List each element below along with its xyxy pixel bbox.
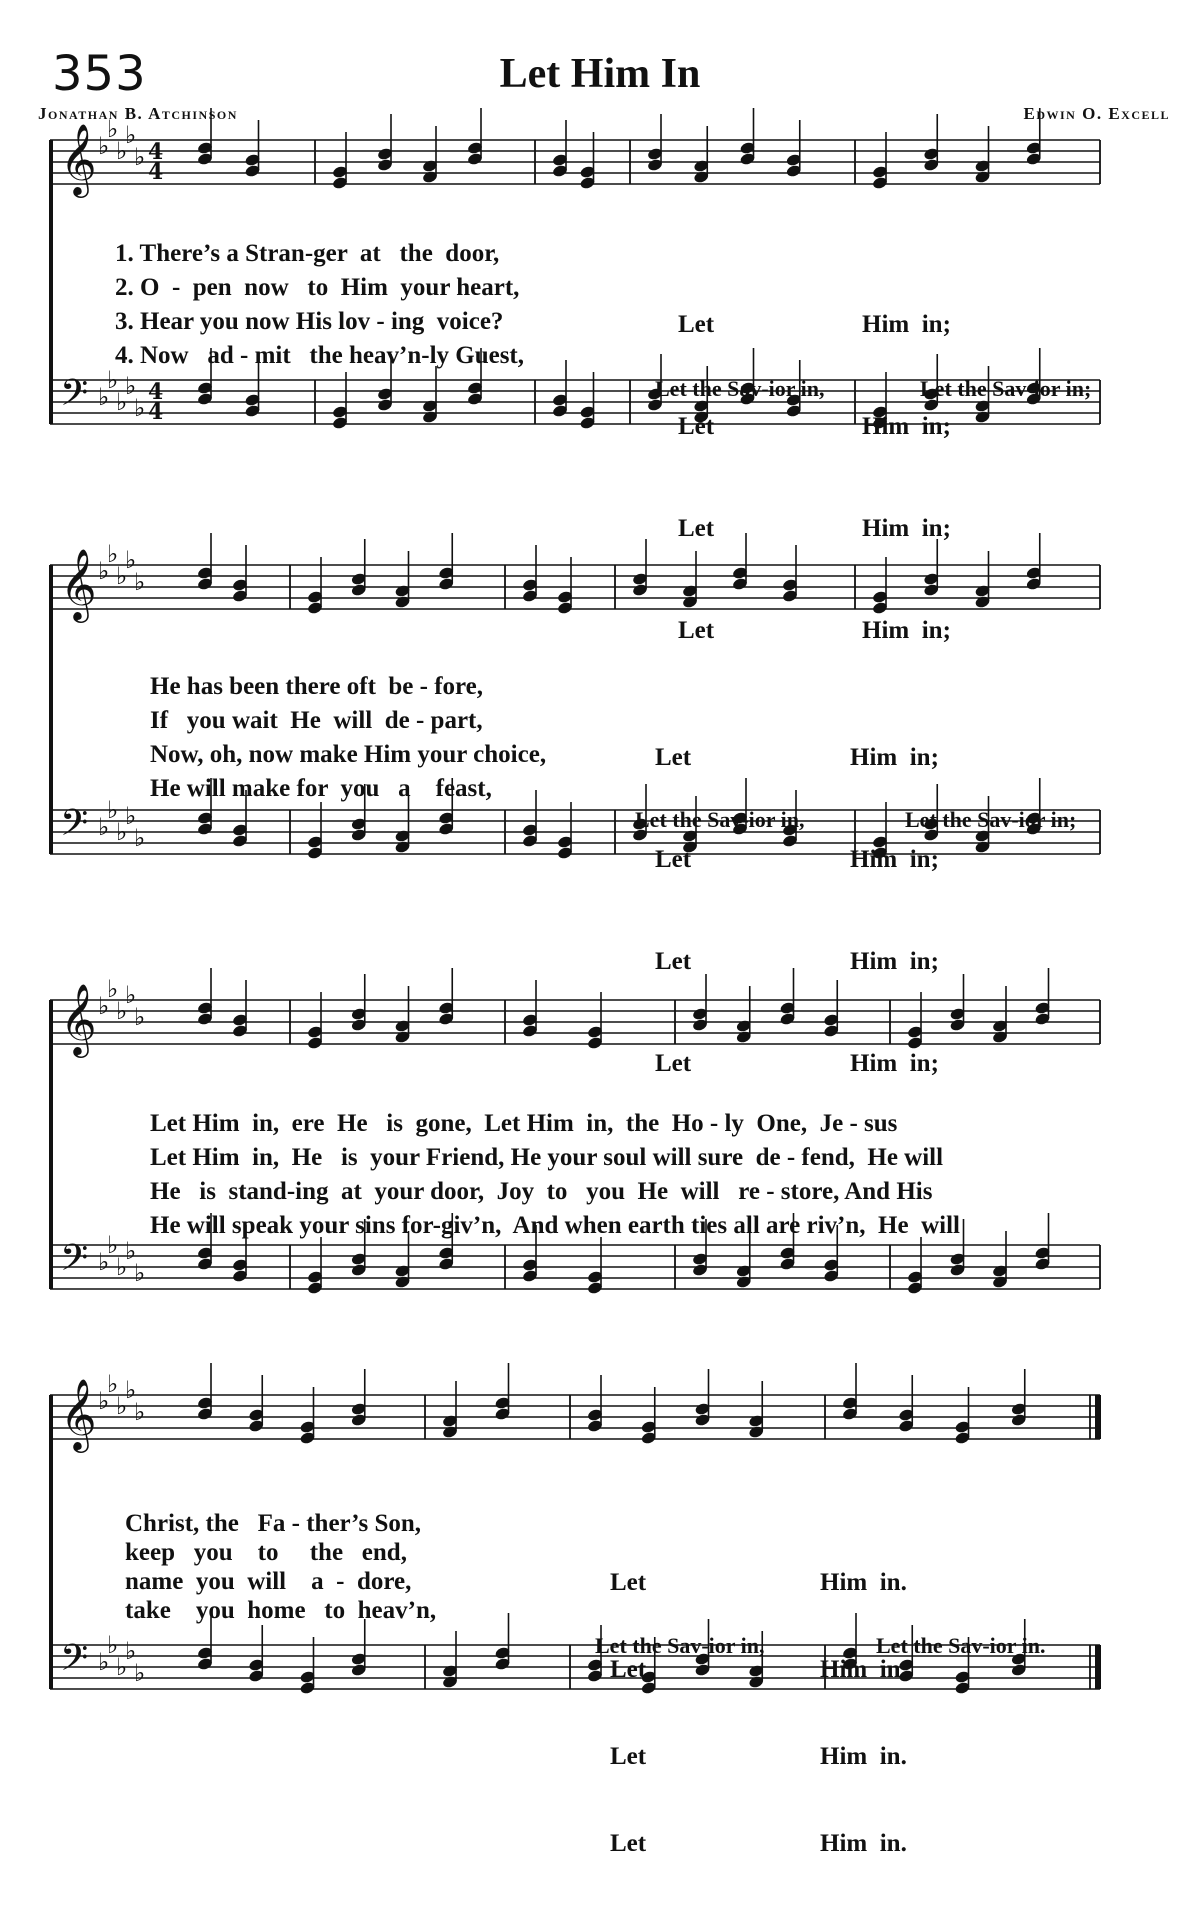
composer-credit: Edwin O. Excell xyxy=(1023,104,1170,123)
let-word: Let xyxy=(678,311,715,338)
flat-sign: ♭ xyxy=(107,1370,119,1398)
verse-line: Christ, the Fa - ther’s Son, xyxy=(125,1510,422,1537)
flat-sign: ♭ xyxy=(134,1259,146,1287)
verse-line: Let Him in, ere He is gone, Let Him in, the Ho - ly One, Je - sus xyxy=(150,1110,898,1137)
flat-sign: ♭ xyxy=(116,137,128,165)
him-in-column xyxy=(820,1510,907,1916)
him-in-word: Him in; xyxy=(850,744,939,771)
verse-line: If you wait He will de - part, xyxy=(150,707,483,734)
him-in-word: Him in; xyxy=(862,617,951,644)
flat-sign: ♭ xyxy=(116,997,128,1025)
flat-sign: ♭ xyxy=(125,1237,137,1265)
verse-line: 1. There’s a Stran-ger at the door, xyxy=(115,240,500,267)
flat-sign: ♭ xyxy=(98,383,110,411)
him-in-word: Him in. xyxy=(820,1656,907,1683)
him-in-word: Him in. xyxy=(820,1743,907,1770)
let-word: Let xyxy=(610,1743,647,1770)
bass-clef-icon: 𝄢 xyxy=(60,372,89,423)
music-system-2 xyxy=(50,540,1150,1077)
music-system-4 xyxy=(50,1370,1150,1857)
verse-line: Let Him in, He is your Friend, He your soul will sure de - fend, He will xyxy=(150,1144,944,1171)
hymn-title: Let Him In xyxy=(499,51,701,97)
treble-clef-icon: 𝄞 xyxy=(60,1377,97,1450)
music-system-1 xyxy=(50,115,1150,644)
flat-sign: ♭ xyxy=(107,1231,119,1259)
flat-sign: ♭ xyxy=(134,1659,146,1687)
him-in-word: Him in; xyxy=(850,1050,939,1077)
him-in-word: Him in; xyxy=(862,311,951,338)
verse-line: 2. O - pen now to Him your heart, xyxy=(115,274,520,301)
let-word: Let xyxy=(678,617,715,644)
let-word: Let xyxy=(655,1050,692,1077)
flat-sign: ♭ xyxy=(125,802,137,830)
verse-line: keep you to the end, xyxy=(125,1539,407,1566)
flat-sign: ♭ xyxy=(134,394,146,422)
verse-line: He is stand-ing at your door, Joy to you He will re - store, And His xyxy=(150,1178,933,1205)
flat-sign: ♭ xyxy=(134,1003,146,1031)
let-word: Let xyxy=(655,846,692,873)
lyricist-credit: Jonathan B. Atchinson xyxy=(38,104,238,123)
flat-sign: ♭ xyxy=(116,388,128,416)
treble-clef-icon: 𝄞 xyxy=(60,547,97,620)
flat-sign: ♭ xyxy=(134,1398,146,1426)
flat-sign: ♭ xyxy=(107,975,119,1003)
flat-sign: ♭ xyxy=(125,981,137,1009)
flat-sign: ♭ xyxy=(125,546,137,574)
him-in-word: Him in; xyxy=(850,948,939,975)
bass-clef-icon: 𝄢 xyxy=(60,802,89,853)
him-in-word: Him in; xyxy=(862,413,951,440)
let-word: Let xyxy=(610,1830,647,1857)
flat-sign: ♭ xyxy=(107,540,119,568)
flat-sign: ♭ xyxy=(116,818,128,846)
flat-sign: ♭ xyxy=(116,1253,128,1281)
flat-sign: ♭ xyxy=(98,557,110,585)
verse-line: He will make for you a feast, xyxy=(150,775,492,802)
time-signature: 4 xyxy=(148,139,164,165)
verse-line: Now, oh, now make Him your choice, xyxy=(150,741,547,768)
flat-sign: ♭ xyxy=(98,1248,110,1276)
verse-line: He has been there oft be - fore, xyxy=(150,673,484,700)
flat-sign: ♭ xyxy=(107,115,119,143)
flat-sign: ♭ xyxy=(134,824,146,852)
refrain-text: Let the Sav-ior in; xyxy=(905,807,1077,832)
flat-sign: ♭ xyxy=(107,1631,119,1659)
flat-sign: ♭ xyxy=(107,796,119,824)
refrain-text: Let the Sav-ior in, xyxy=(595,1633,765,1658)
verse-line: He will speak your sins for-giv’n, And when earth ties all are riv’n, He will xyxy=(150,1212,960,1239)
treble-clef-icon: 𝄞 xyxy=(60,122,97,195)
let-word: Let xyxy=(678,515,715,542)
let-word: Let xyxy=(678,413,715,440)
him-in-word: Him in. xyxy=(820,1830,907,1857)
him-in-word: Him in; xyxy=(850,846,939,873)
staff-notation xyxy=(50,975,1150,1360)
let-word: Let xyxy=(655,744,692,771)
him-in-word: Him in; xyxy=(862,515,951,542)
let-word: Let xyxy=(610,1569,647,1596)
refrain-text: Let the Sav-ior in, xyxy=(655,376,825,401)
flat-sign: ♭ xyxy=(116,562,128,590)
refrain-text: Let the Sav-ior in, xyxy=(635,807,805,832)
treble-clef-icon: 𝄞 xyxy=(60,982,97,1055)
verse-line: 3. Hear you now His lov - ing voice? xyxy=(115,308,504,335)
let-column xyxy=(610,1510,648,1916)
verse-line: take you home to heav’n, xyxy=(125,1597,437,1624)
bass-clef-icon: 𝄢 xyxy=(60,1237,89,1288)
flat-sign: ♭ xyxy=(98,813,110,841)
time-signature: 4 xyxy=(148,379,164,405)
flat-sign: ♭ xyxy=(125,1376,137,1404)
time-signature: 4 xyxy=(148,159,164,185)
flat-sign: ♭ xyxy=(98,132,110,160)
hymn-number: 353 xyxy=(52,46,147,102)
him-in-word: Him in. xyxy=(820,1569,907,1596)
flat-sign: ♭ xyxy=(134,143,146,171)
refrain-text: Let the Sav-ior in. xyxy=(876,1633,1046,1658)
flat-sign: ♭ xyxy=(116,1653,128,1681)
let-word: Let xyxy=(655,948,692,975)
time-signature: 4 xyxy=(148,399,164,425)
music-system-3 xyxy=(50,975,1150,1360)
verse-line: 4. Now ad - mit the heav’n-ly Guest, xyxy=(115,342,525,369)
flat-sign: ♭ xyxy=(98,1387,110,1415)
flat-sign: ♭ xyxy=(125,372,137,400)
flat-sign: ♭ xyxy=(107,366,119,394)
refrain-text: Let the Sav-ior in; xyxy=(920,376,1092,401)
flat-sign: ♭ xyxy=(134,568,146,596)
verse-line: name you will a - dore, xyxy=(125,1568,412,1595)
flat-sign: ♭ xyxy=(125,1637,137,1665)
flat-sign: ♭ xyxy=(116,1392,128,1420)
let-word: Let xyxy=(610,1656,647,1683)
flat-sign: ♭ xyxy=(98,992,110,1020)
bass-clef-icon: 𝄢 xyxy=(60,1637,89,1688)
flat-sign: ♭ xyxy=(125,121,137,149)
flat-sign: ♭ xyxy=(98,1648,110,1676)
